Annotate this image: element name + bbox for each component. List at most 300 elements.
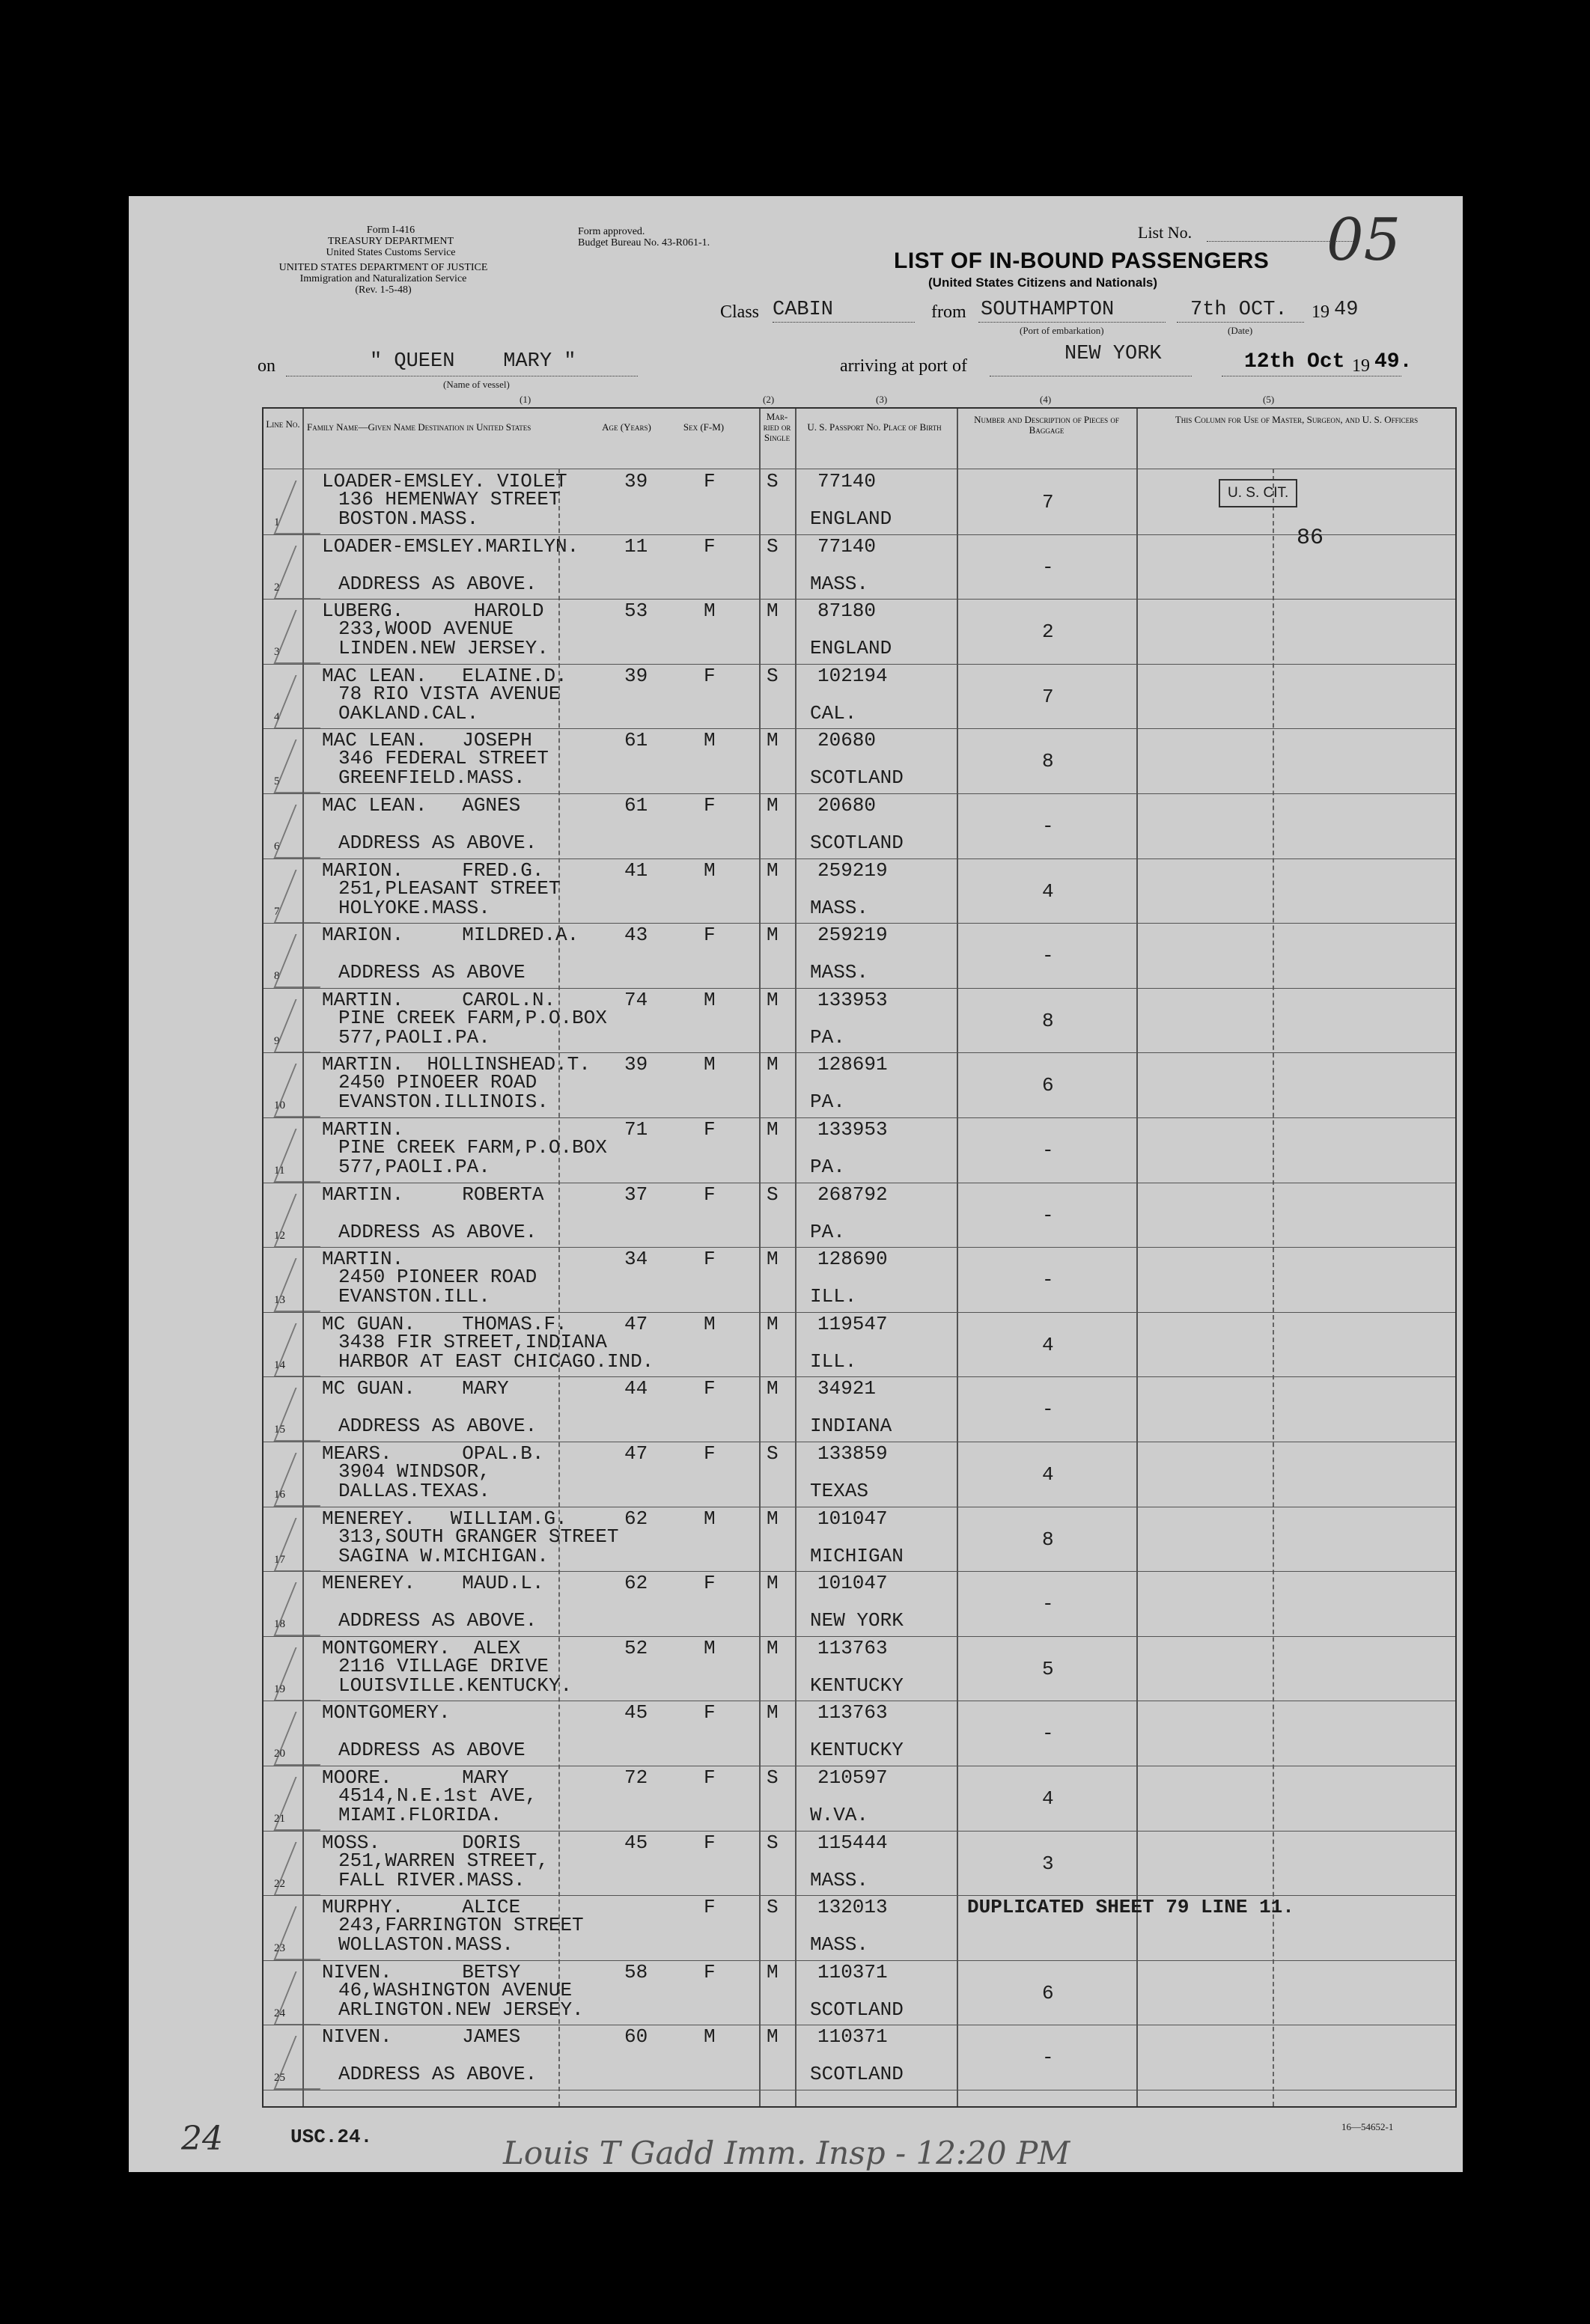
passenger-name: MENEREY. WILLIAM.G.: [322, 1507, 567, 1530]
age-value: 41: [624, 858, 648, 882]
col-header-age: Age (Years): [602, 421, 651, 433]
place-of-birth: CAL.: [810, 701, 857, 725]
date-value: 7th OCT.: [1190, 299, 1288, 321]
check-mark-icon: [273, 739, 341, 793]
table-row: [264, 1961, 1455, 2026]
marital-status: M: [767, 600, 779, 623]
place-of-birth: SCOTLAND: [810, 2063, 904, 2086]
place-of-birth: PA.: [810, 1025, 845, 1049]
age-value: 43: [624, 924, 648, 947]
line-number: 1: [274, 516, 280, 528]
vessel-value: " QUEEN MARY ": [370, 350, 576, 373]
marital-status: M: [767, 1701, 779, 1724]
marital-status: M: [767, 1960, 779, 1983]
sex-value: M: [704, 729, 716, 752]
line-number: 16: [274, 1489, 285, 1501]
passport-number: 20680: [817, 794, 877, 817]
passport-number: 110371: [817, 2025, 888, 2049]
marital-status: M: [767, 1507, 779, 1530]
class-value: CABIN: [773, 299, 834, 321]
table-row: [264, 1442, 1455, 1507]
passport-number: 113763: [817, 1636, 888, 1659]
passenger-name: MC GUAN. MARY: [322, 1377, 509, 1400]
baggage-count: -: [1042, 555, 1054, 579]
address-line-2: ADDRESS AS ABOVE.: [338, 572, 537, 595]
passport-number: 102194: [817, 664, 888, 687]
address-line-2: SAGINA W.MICHIGAN.: [338, 1544, 549, 1567]
marital-status: M: [767, 1572, 779, 1595]
line-number: 11: [274, 1165, 285, 1177]
baggage-count: DUPLICATED SHEET 79 LINE 11.: [967, 1896, 1294, 1919]
check-mark-icon: [273, 1842, 341, 1896]
punch-hole: [72, 259, 114, 301]
class-line: [773, 322, 915, 323]
sex-value: F: [704, 1960, 716, 1983]
table-row: [264, 1248, 1455, 1313]
check-mark-icon: [273, 1518, 341, 1572]
line-number: 15: [274, 1424, 285, 1436]
age-value: 45: [624, 1831, 648, 1854]
passenger-name: MARTIN. HOLLINSHEAD.T.: [322, 1053, 591, 1076]
passport-number: 128691: [817, 1053, 888, 1076]
check-mark-icon: [273, 1712, 341, 1766]
age-value: 71: [624, 1118, 648, 1141]
sex-value: F: [704, 1442, 716, 1465]
form-title: LIST OF IN-BOUND PASSENGERS: [894, 248, 1270, 273]
revision-date: (Rev. 1-5-48): [355, 284, 412, 296]
arriving-label: arriving at port of: [840, 356, 967, 376]
sex-value: M: [704, 1507, 716, 1530]
age-value: 74: [624, 988, 648, 1011]
check-mark-icon: [273, 481, 341, 534]
marital-status: M: [767, 988, 779, 1011]
place-of-birth: KENTUCKY: [810, 1739, 904, 1762]
address-line-2: WOLLASTON.MASS.: [338, 1933, 514, 1957]
address-line-1: 46,WASHINGTON AVENUE: [338, 1978, 573, 2001]
stamp-note: 86: [1297, 525, 1324, 551]
passport-number: 87180: [817, 600, 877, 623]
address-line-1: 313,SOUTH GRANGER STREET: [338, 1525, 619, 1548]
marital-status: M: [767, 1636, 779, 1659]
age-value: 60: [624, 2025, 648, 2049]
age-value: 61: [624, 729, 648, 752]
place-of-birth: PA.: [810, 1156, 845, 1178]
passenger-name: MAC LEAN. AGNES: [322, 794, 521, 817]
marital-status: S: [767, 664, 779, 687]
place-of-birth: KENTUCKY: [810, 1674, 904, 1697]
place-of-birth: MASS.: [810, 896, 869, 919]
line-number: 22: [274, 1877, 285, 1890]
baggage-count: -: [1042, 815, 1054, 838]
place-of-birth: MASS.: [810, 1868, 869, 1891]
place-of-birth: ILL.: [810, 1285, 857, 1308]
address-line-2: 577,PAOLI.PA.: [338, 1156, 490, 1178]
sex-value: F: [704, 794, 716, 817]
address-line-2: ADDRESS AS ABOVE.: [338, 832, 537, 854]
check-mark-icon: [273, 1388, 341, 1442]
dept-justice: UNITED STATES DEPARTMENT OF JUSTICE: [278, 262, 488, 273]
address-line-1: 4514,N.E.1st AVE,: [338, 1784, 537, 1807]
marital-status: M: [767, 729, 779, 752]
col-header-baggage: Number and Description of Pieces of Baggage: [974, 414, 1119, 436]
passenger-name: MAC LEAN. ELAINE.D.: [322, 664, 567, 687]
baggage-count: -: [1042, 1139, 1054, 1162]
passenger-name: MAC LEAN. JOSEPH: [322, 729, 532, 752]
port-value: NEW YORK: [1064, 343, 1162, 365]
table-row: [264, 1377, 1455, 1442]
baggage-count: 6: [1042, 1074, 1054, 1097]
list-no-value: 05: [1326, 207, 1401, 274]
check-mark-icon: [273, 1323, 341, 1377]
baggage-count: -: [1042, 1593, 1054, 1616]
address-line-2: ADDRESS AS ABOVE.: [338, 1220, 537, 1243]
line-number: 7: [274, 905, 280, 918]
check-mark-icon: [273, 805, 341, 858]
dept-treasury-sub: United States Customs Service: [326, 247, 456, 258]
line-number: 12: [274, 1229, 285, 1242]
dept-justice-sub: Immigration and Naturalization Service: [299, 273, 467, 284]
table-row: [264, 1118, 1455, 1183]
check-mark-icon: [273, 2036, 341, 2090]
check-mark-icon: [273, 1258, 341, 1312]
check-mark-icon: [273, 1453, 341, 1507]
sex-value: M: [704, 1312, 716, 1335]
passenger-name: MENEREY. MAUD.L.: [322, 1572, 544, 1595]
table-row: [264, 1313, 1455, 1378]
page-mark: 24: [181, 2120, 223, 2158]
table-row: [264, 2025, 1455, 2090]
address-line-2: HARBOR AT EAST CHICAGO.IND.: [338, 1349, 654, 1373]
passenger-name: MURPHY. ALICE: [322, 1896, 521, 1919]
table-row: [264, 1766, 1455, 1832]
on-label: on: [258, 356, 275, 376]
punch-hole: [76, 368, 106, 398]
age-value: 45: [624, 1701, 648, 1724]
passport-number: 77140: [817, 534, 877, 558]
baggage-count: 3: [1042, 1852, 1054, 1875]
punch-hole: [72, 870, 114, 912]
embark-note: (Port of embarkation): [1020, 325, 1104, 336]
marital-status: S: [767, 534, 779, 558]
passport-number: 259219: [817, 924, 888, 947]
age-value: 62: [624, 1507, 648, 1530]
form-subtitle: (United States Citizens and Nationals): [928, 275, 1158, 290]
address-line-1: 251,WARREN STREET,: [338, 1849, 549, 1872]
punch-hole: [72, 1124, 114, 1166]
line-number: 24: [274, 2007, 285, 2019]
baggage-count: 4: [1042, 1463, 1054, 1486]
marital-status: S: [767, 1183, 779, 1206]
passport-number: 128690: [817, 1248, 888, 1271]
passenger-name: MARION. MILDRED.A.: [322, 924, 579, 947]
place-of-birth: ENGLAND: [810, 637, 892, 660]
arrival-year: 49.: [1374, 350, 1413, 373]
address-line-1: 78 RIO VISTA AVENUE: [338, 682, 561, 705]
marital-status: M: [767, 794, 779, 817]
passport-number: 132013: [817, 1896, 888, 1919]
print-code: 16—54652-1: [1341, 2121, 1394, 2132]
arrival-date: 12th Oct: [1244, 350, 1345, 373]
col-header-use: This Column for Use of Master, Surgeon, and U. S. Officers: [1175, 414, 1419, 425]
place-of-birth: INDIANA: [810, 1415, 892, 1438]
baggage-count: -: [1042, 2046, 1054, 2070]
place-of-birth: PA.: [810, 1091, 845, 1114]
age-value: 44: [624, 1377, 648, 1400]
baggage-count: -: [1042, 1204, 1054, 1227]
address-line-2: ADDRESS AS ABOVE.: [338, 2063, 537, 2086]
punch-hole: [72, 1888, 114, 1930]
table-row: [264, 1183, 1455, 1248]
col-header-married: Mar-ried or Single: [763, 411, 791, 443]
check-mark-icon: [273, 675, 341, 729]
baggage-count: 8: [1042, 1009, 1054, 1032]
address-line-2: ADDRESS AS ABOVE: [338, 1739, 526, 1762]
line-number: 5: [274, 775, 280, 788]
punch-hole: [72, 615, 114, 657]
sex-value: F: [704, 1377, 716, 1400]
passport-number: 210597: [817, 1766, 888, 1789]
baggage-count: -: [1042, 1398, 1054, 1421]
punch-hole: [72, 1506, 114, 1548]
line-number: 9: [274, 1034, 280, 1047]
passenger-name: NIVEN. BETSY: [322, 1960, 521, 1983]
sex-value: F: [704, 1183, 716, 1206]
check-mark-icon: [273, 1194, 341, 1248]
address-line-1: 2450 PINOEER ROAD: [338, 1071, 537, 1094]
marital-status: M: [767, 1312, 779, 1335]
col-num-2: (2): [763, 394, 775, 405]
inspector-signature-note: Louis T Gadd Imm. Insp - 12:20 PM: [503, 2135, 1070, 2171]
sex-value: M: [704, 2025, 716, 2049]
line-number: 8: [274, 970, 280, 983]
passenger-name: LOADER-EMSLEY. VIOLET: [322, 470, 567, 492]
sex-value: F: [704, 534, 716, 558]
table-row: [264, 1572, 1455, 1637]
punch-hole: [72, 742, 114, 784]
passport-number: 110371: [817, 1960, 888, 1983]
address-line-2: EVANSTON.ILLINOIS.: [338, 1091, 549, 1114]
line-number: 21: [274, 1813, 285, 1825]
col-header-name: Family Name—Given Name Destination in United States: [307, 421, 531, 433]
check-mark-icon: [273, 999, 341, 1053]
baggage-count: 7: [1042, 685, 1054, 708]
age-value: 11: [624, 534, 648, 558]
passenger-name: MARTIN. ROBERTA: [322, 1183, 544, 1206]
baggage-count: 4: [1042, 1333, 1054, 1356]
place-of-birth: ILL.: [810, 1349, 857, 1373]
marital-status: M: [767, 924, 779, 947]
place-of-birth: NEW YORK: [810, 1609, 904, 1632]
age-value: 34: [624, 1248, 648, 1271]
punch-hole: [72, 1760, 114, 1802]
list-no-label: List No.: [1138, 223, 1192, 242]
address-line-2: MIAMI.FLORIDA.: [338, 1804, 502, 1826]
age-value: 72: [624, 1766, 648, 1789]
table-row: [264, 1832, 1455, 1897]
place-of-birth: W.VA.: [810, 1804, 869, 1826]
date-line: [1177, 322, 1304, 323]
baggage-count: 8: [1042, 750, 1054, 773]
line-number: 10: [274, 1100, 285, 1112]
passport-number: 113763: [817, 1701, 888, 1724]
col-num-4: (4): [1040, 394, 1052, 405]
age-value: 58: [624, 1960, 648, 1983]
passport-number: 259219: [817, 858, 888, 882]
check-mark-icon: [273, 1777, 341, 1831]
passport-number: 20680: [817, 729, 877, 752]
passenger-name: MARTIN.: [322, 1248, 404, 1271]
age-value: 52: [624, 1636, 648, 1659]
table-row: [264, 1053, 1455, 1118]
baggage-count: 4: [1042, 879, 1054, 903]
from-line: [978, 322, 1166, 323]
address-line-1: 233,WOOD AVENUE: [338, 617, 514, 641]
form-number: Form I-416: [366, 225, 415, 236]
address-line-2: ADDRESS AS ABOVE: [338, 961, 526, 984]
marital-status: M: [767, 1377, 779, 1400]
col-header-sex: Sex (F-M): [683, 421, 725, 433]
line-number: 25: [274, 2072, 285, 2084]
sex-value: M: [704, 858, 716, 882]
check-mark-icon: [273, 546, 341, 600]
check-mark-icon: [273, 1906, 341, 1960]
sex-value: F: [704, 1118, 716, 1141]
passenger-name: MARTIN.: [322, 1118, 404, 1141]
col-num-1: (1): [520, 394, 531, 405]
passport-number: 101047: [817, 1507, 888, 1530]
line-number: 6: [274, 841, 280, 853]
baggage-count: 4: [1042, 1787, 1054, 1810]
age-value: 39: [624, 1053, 648, 1076]
date-note: (Date): [1228, 325, 1253, 336]
budget-bureau: Budget Bureau No. 43-R061-1.: [578, 237, 710, 248]
baggage-count: -: [1042, 1269, 1054, 1292]
sex-value: M: [704, 1053, 716, 1076]
address-line-2: EVANSTON.ILL.: [338, 1285, 490, 1308]
passenger-name: MC GUAN. THOMAS.F.: [322, 1312, 567, 1335]
col-num-5: (5): [1263, 394, 1275, 405]
table-row: [264, 1896, 1455, 1961]
line-number: 17: [274, 1553, 285, 1566]
age-value: 61: [624, 794, 648, 817]
table-row: [264, 924, 1455, 989]
table-row: [264, 600, 1455, 665]
place-of-birth: ENGLAND: [810, 507, 892, 530]
place-of-birth: SCOTLAND: [810, 766, 904, 790]
address-line-1: 243,FARRINGTON STREET: [338, 1914, 584, 1937]
line-number: 20: [274, 1748, 285, 1760]
address-line-2: HOLYOKE.MASS.: [338, 896, 490, 919]
address-line-1: PINE CREEK FARM,P.O.BOX: [338, 1006, 607, 1029]
sex-value: F: [704, 924, 716, 947]
line-number: 2: [274, 581, 280, 594]
sex-value: F: [704, 1248, 716, 1271]
sex-value: F: [704, 1766, 716, 1789]
col-header-passport: U. S. Passport No. Place of Birth: [807, 421, 942, 433]
address-line-2: DALLAS.TEXAS.: [338, 1480, 490, 1502]
passenger-name: MONTGOMERY.: [322, 1701, 451, 1724]
line-number: 13: [274, 1294, 285, 1307]
line-number: 18: [274, 1618, 285, 1631]
age-value: 39: [624, 470, 648, 492]
passport-number: 268792: [817, 1183, 888, 1206]
address-line-2: BOSTON.MASS.: [338, 507, 479, 530]
line-number: 23: [274, 1942, 285, 1955]
baggage-count: 7: [1042, 491, 1054, 513]
punch-hole: [72, 1633, 114, 1675]
baggage-count: 8: [1042, 1528, 1054, 1551]
address-line-2: 577,PAOLI.PA.: [338, 1025, 490, 1049]
marital-status: M: [767, 1053, 779, 1076]
marital-status: S: [767, 470, 779, 492]
place-of-birth: MASS.: [810, 572, 869, 595]
year-value: 49: [1334, 299, 1359, 321]
year-prefix: 19: [1312, 302, 1329, 322]
check-mark-icon: [273, 1064, 341, 1117]
address-line-2: LOUISVILLE.KENTUCKY.: [338, 1674, 573, 1697]
marital-status: M: [767, 858, 779, 882]
sex-value: F: [704, 1572, 716, 1595]
line-number: 14: [274, 1358, 285, 1371]
table-row: [264, 1701, 1455, 1766]
address-line-2: GREENFIELD.MASS.: [338, 766, 526, 790]
check-mark-icon: [273, 870, 341, 924]
passport-number: 133953: [817, 988, 888, 1011]
check-mark-icon: [273, 1582, 341, 1636]
address-line-1: 251,PLEASANT STREET: [338, 876, 561, 900]
address-line-1: 346 FEDERAL STREET: [338, 747, 549, 770]
punch-hole: [72, 487, 114, 528]
passport-number: 101047: [817, 1572, 888, 1595]
marital-status: S: [767, 1831, 779, 1854]
address-line-2: ADDRESS AS ABOVE.: [338, 1609, 537, 1632]
place-of-birth: PA.: [810, 1220, 845, 1243]
passenger-name: MOORE. MARY: [322, 1766, 509, 1789]
line-number: 4: [274, 710, 280, 723]
marital-status: M: [767, 1248, 779, 1271]
dept-treasury: TREASURY DEPARTMENT: [327, 236, 454, 247]
passenger-name: NIVEN. JAMES: [322, 2025, 521, 2049]
baggage-count: -: [1042, 945, 1054, 968]
address-line-2: LINDEN.NEW JERSEY.: [338, 637, 549, 660]
marital-status: M: [767, 1118, 779, 1141]
punch-hole: [72, 1251, 114, 1293]
age-value: 39: [624, 664, 648, 687]
baggage-count: 6: [1042, 1981, 1054, 2004]
address-line-1: 136 HEMENWAY STREET: [338, 488, 561, 510]
table-row: [264, 1637, 1455, 1702]
address-line-2: OAKLAND.CAL.: [338, 701, 479, 725]
punch-hole: [72, 1379, 114, 1421]
table-row: [264, 729, 1455, 794]
address-line-2: ADDRESS AS ABOVE.: [338, 1415, 537, 1438]
passenger-name: MEARS. OPAL.B.: [322, 1442, 544, 1465]
place-of-birth: SCOTLAND: [810, 1998, 904, 2021]
table-row: [264, 665, 1455, 730]
usc-code: USC.24.: [290, 2126, 373, 2148]
passport-number: 34921: [817, 1377, 877, 1400]
from-label: from: [931, 302, 966, 322]
passenger-name: MONTGOMERY. ALEX: [322, 1636, 521, 1659]
from-value: SOUTHAMPTON: [981, 299, 1115, 321]
table-row: [264, 535, 1455, 600]
address-line-2: FALL RIVER.MASS.: [338, 1868, 526, 1891]
us-citizen-stamp: U. S. CIT.: [1219, 479, 1297, 507]
sex-value: M: [704, 600, 716, 623]
address-line-1: 3438 FIR STREET,INDIANA: [338, 1330, 607, 1353]
form-page: [129, 196, 1463, 2172]
sex-value: M: [704, 988, 716, 1011]
